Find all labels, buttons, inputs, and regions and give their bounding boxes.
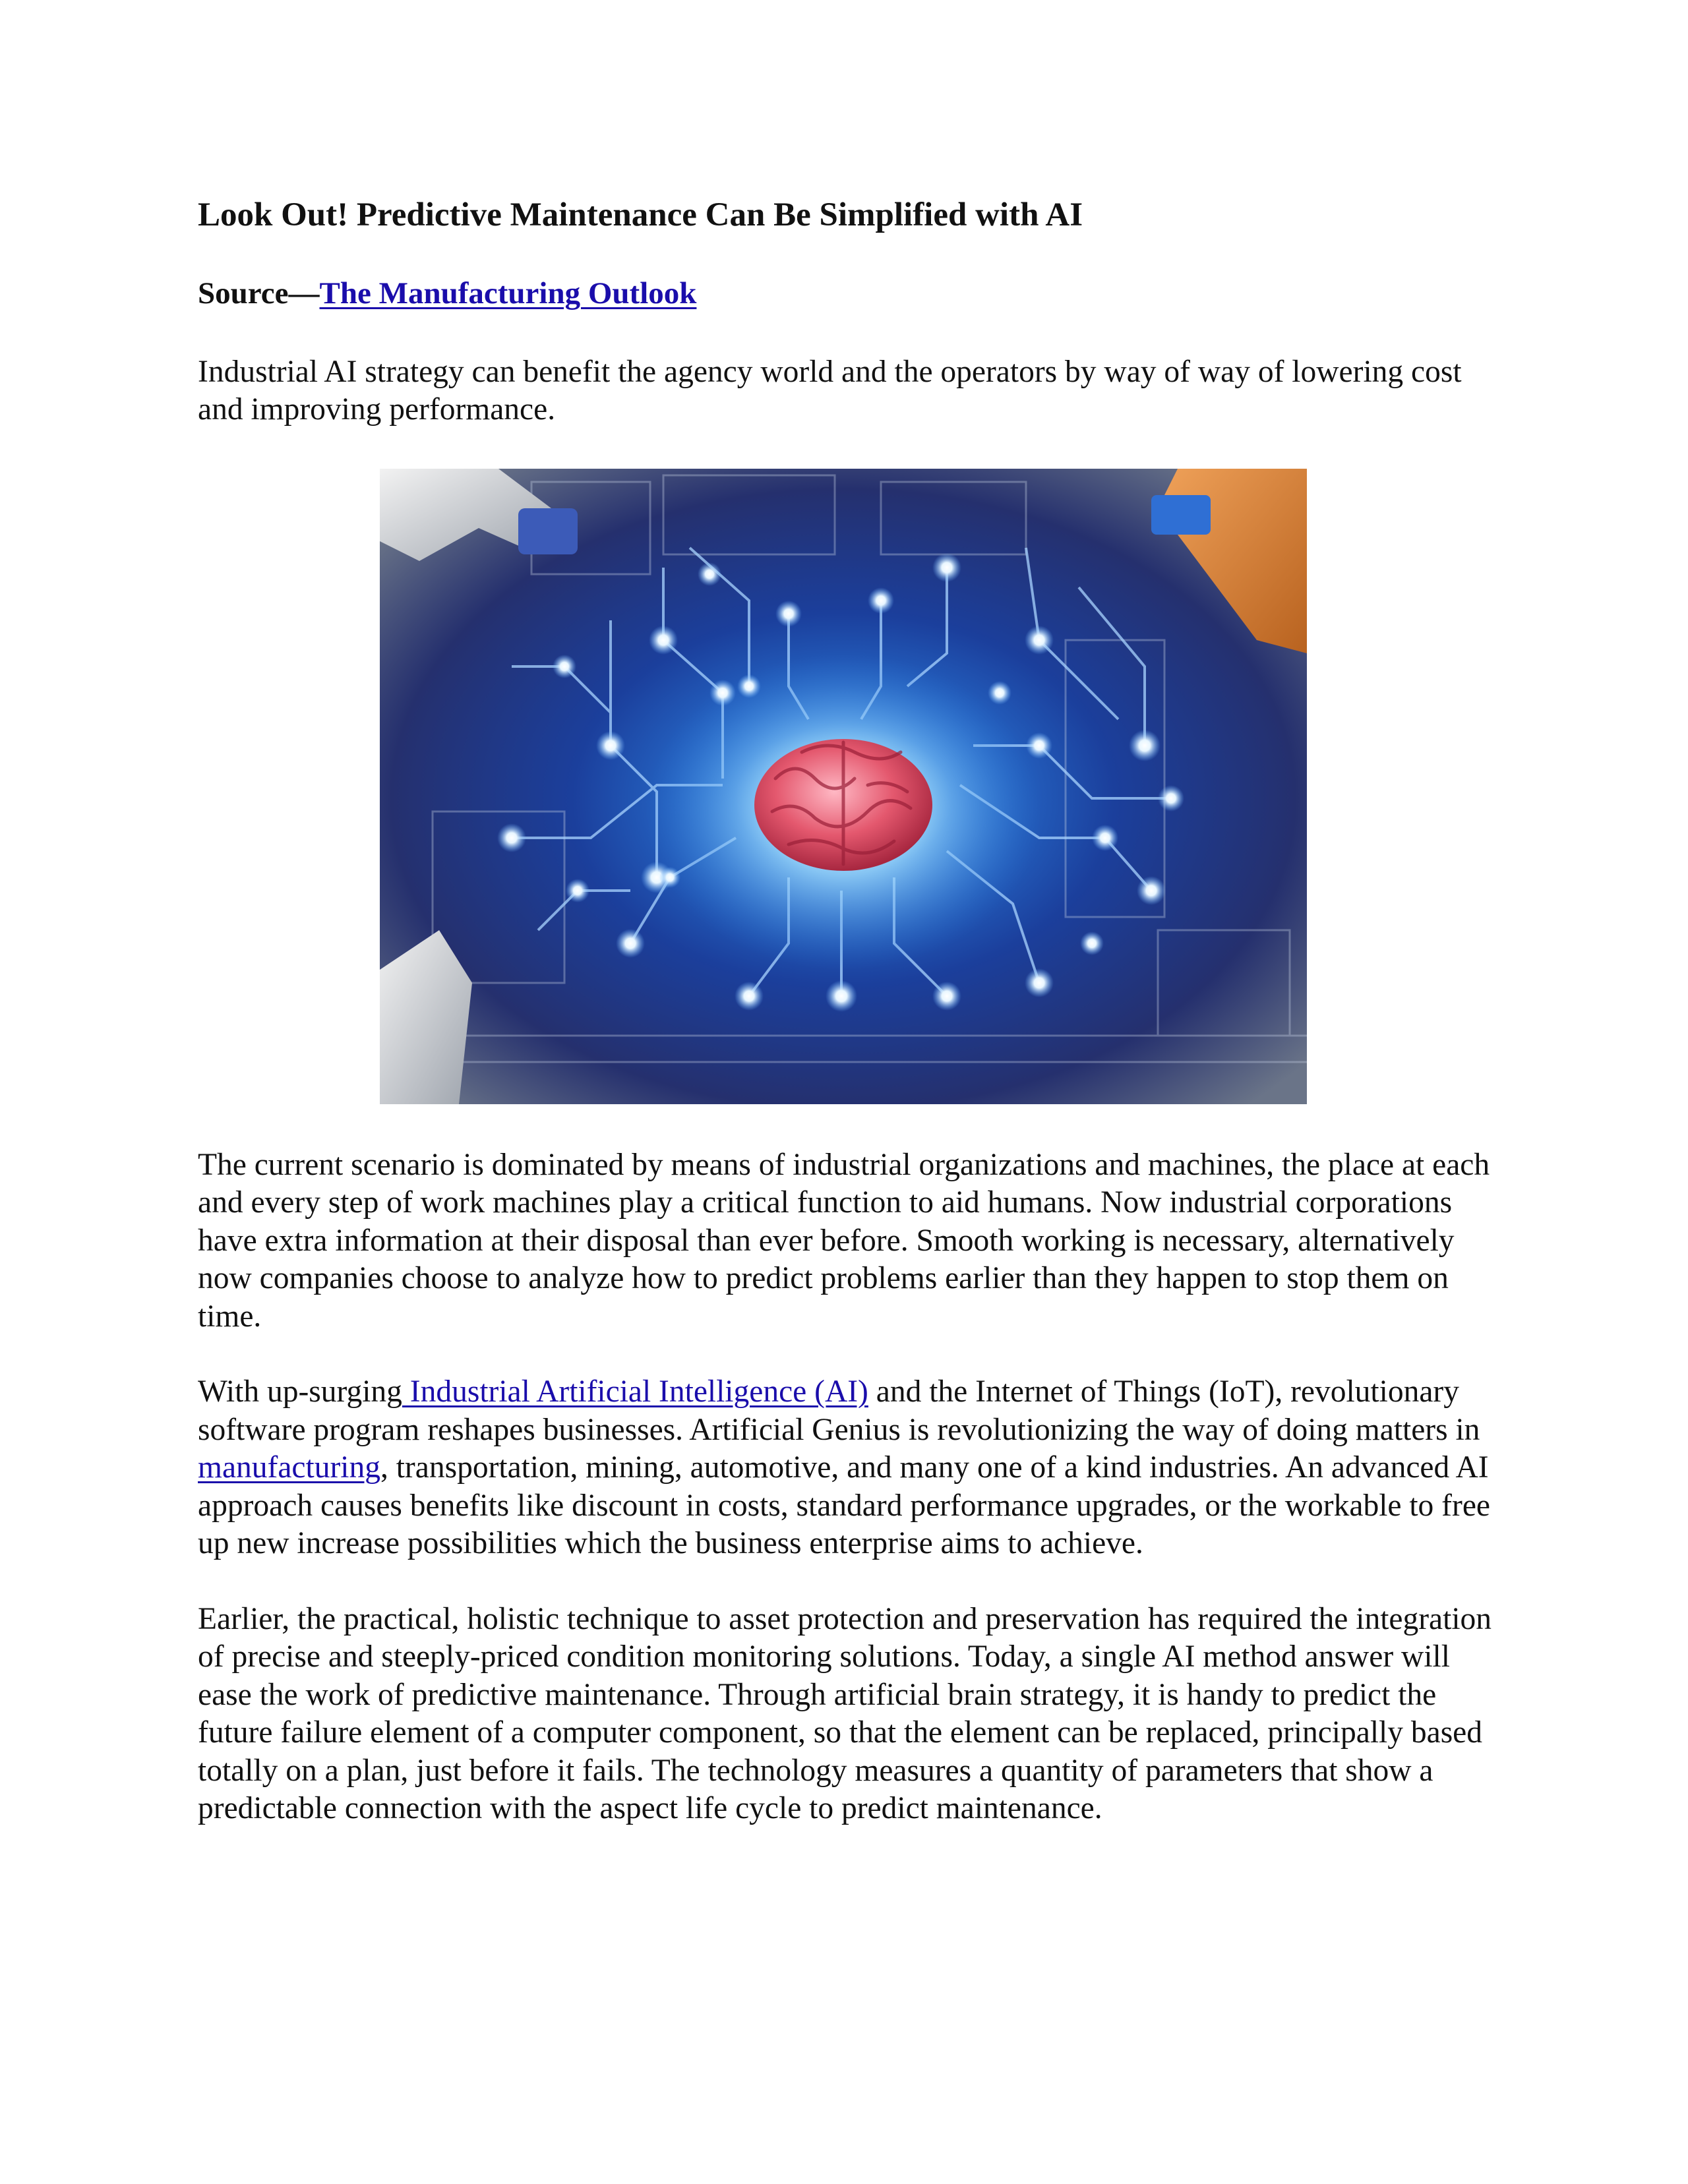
source-line bbox=[198, 275, 1503, 312]
source-link[interactable]: The Manufacturing Outlook bbox=[319, 276, 697, 311]
ai-brain-illustration bbox=[380, 469, 1307, 1104]
intro-paragraph: Industrial AI strategy can benefit the agency world and the operators by way of way of lowering cost and improving performance. bbox=[198, 354, 1462, 427]
paragraph-2-text-c: , transportation, mining, automotive, and many one of a kind industries. An advanced AI approach causes benefits like discount in costs, standard performance upgrades, or the workable to free up new increase possibilities which the business enterprise aims to achieve. bbox=[198, 1450, 1490, 1561]
paragraph-1: The current scenario is dominated by means of industrial organizations and machines, the place at each and every step of work machines play a critical function to aid humans. Now industrial corporations have extra information at their disposal than ever before. Smooth working is necessary, alternatively now companies choose to analyze how to predict problems earlier than they happen to stop them on time. bbox=[198, 1147, 1490, 1334]
paragraph-2-text-a: With up-surging bbox=[198, 1374, 402, 1409]
paragraph-2-text-b: and the Internet of Things (IoT), revolutionary software program reshapes businesses. Artificial Genius is revolutionizing the way of doing matters in bbox=[198, 1374, 1480, 1447]
industrial-ai-link[interactable]: Industrial Artificial Intelligence (AI) bbox=[402, 1374, 868, 1409]
manufacturing-link[interactable]: manufacturing bbox=[198, 1450, 380, 1485]
paragraph-3: Earlier, the practical, holistic technique to asset protection and preservation has required the integration of precise and steeply-priced condition monitoring solutions. Today, a single AI method answer will ease the work of predictive maintenance. Through artificial brain strategy, it is handy to predict the future failure element of a computer component, so that the element can be replaced, principally based totally on a plan, just before it fails. The technology measures a quantity of parameters that show a predictable connection with the aspect life cycle to predict maintenance. bbox=[198, 1601, 1492, 1826]
article-title: Look Out! Predictive Maintenance Can Be Simplified with AI bbox=[198, 196, 1083, 233]
source-prefix: Source— bbox=[198, 276, 320, 311]
paragraph-2 bbox=[198, 1373, 1503, 1563]
article bbox=[198, 195, 1503, 1828]
